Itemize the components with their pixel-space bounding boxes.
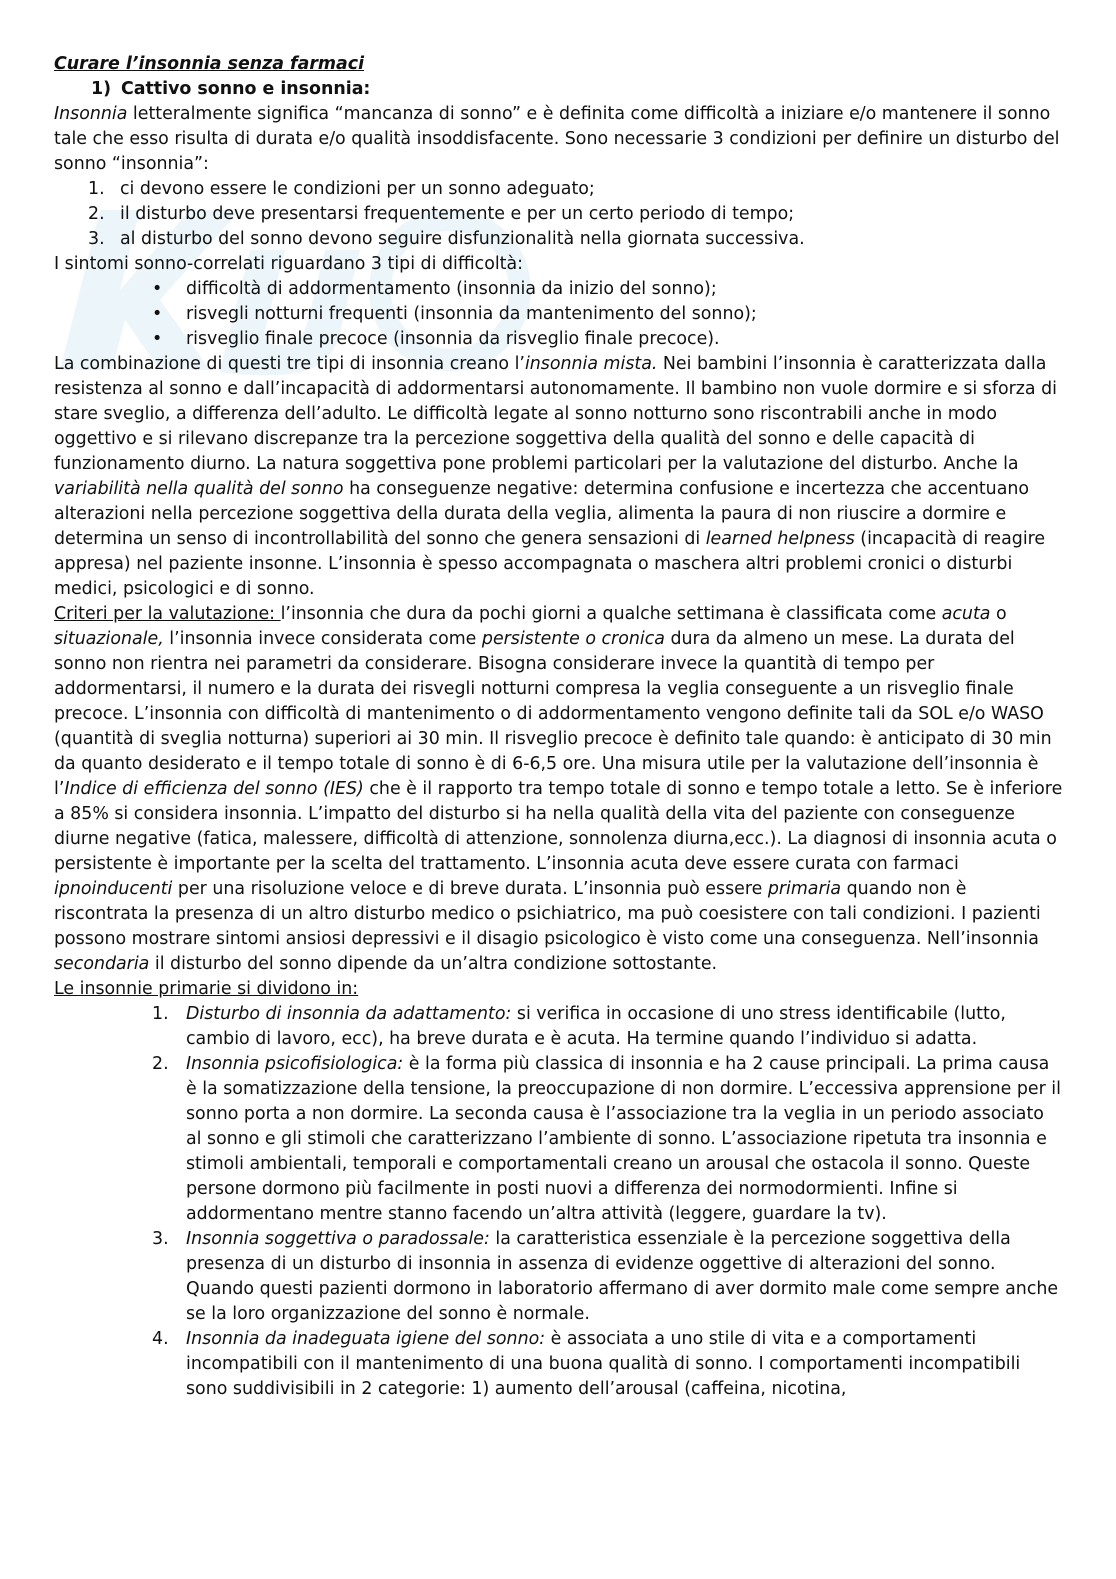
text-run: che è il rapporto tra tempo totale di sonno e tempo totale a letto. Se è inferiore a 85% si considera insonnia. L’impatto del disturbo si ha nella qualità della vita del paziente con conseguenze diurne negative (fatica, malessere, difficoltà di attenzione, sonnolenza diurna,ecc.). La diagnosi di insonnia acuta o persistente è importante per la scelta del trattamento. L’insonnia acuta deve essere curata con farmaci: [54, 779, 1063, 874]
type-name: Insonnia da inadeguata igiene del sonno:: [186, 1329, 546, 1349]
list-item-text: è la forma più classica di insonnia e ha 2 cause principali. La prima causa è la somatizzazione della tensione, la preoccupazione di non dormire. L’eccessiva apprensione per il sonno porta a non dormire. La seconda causa è l’associazione tra la veglia in un periodo associato al sonno e gli stimoli che caratterizzano l’ambiente di sonno. L’associazione ripetuta tra insonnia e stimoli ambientali, temporali e comportamentali creano un arousal che ostacola il sonno. Queste persone dormono più facilmente in posti nuovi a differenza dei normodormienti. Infine si addormentano mentre stanno facendo un’altra attività (leggere, guardare la tv).: [186, 1054, 1061, 1224]
type-name: Disturbo di insonnia da adattamento:: [186, 1004, 512, 1024]
list-item-text: è associata a uno stile di vita e a comportamenti incompatibili con il mantenimento di una buona qualità di sonno. I comportamenti incompatibili sono suddivisibili in 2 categorie: 1) aumento dell’arousal (caffeina, nicotina,: [186, 1329, 1021, 1399]
list-item: [54, 177, 1064, 202]
list-item-number: 2.: [152, 1054, 169, 1074]
text-run: quando non è riscontrata la presenza di un altro disturbo medico o psichiatrico, ma può coesistere con tali condizioni. I pazienti possono mostrare sintomi ansiosi depressivi e il disagio psicologico è visto come una conseguenza. Nell’insonnia: [54, 879, 1041, 949]
text-run: il disturbo del sonno dipende da un’altra condizione sottostante.: [149, 954, 718, 974]
list-item: [54, 1002, 1064, 1052]
list-item: [54, 1052, 1064, 1227]
type-name: Insonnia soggettiva o paradossale:: [186, 1229, 490, 1249]
italic-term: primaria: [767, 879, 842, 899]
intro-term: Insonnia: [54, 104, 128, 124]
italic-term: acuta: [941, 604, 991, 624]
italic-term: variabilità nella qualità del sonno: [54, 479, 344, 499]
list-item: [54, 277, 1064, 302]
bullet-icon: •: [152, 304, 163, 324]
list-item-number: 3.: [88, 229, 105, 249]
criteria-heading: Criteri per la valutazione:: [54, 604, 281, 624]
list-item-number: 1.: [152, 1004, 169, 1024]
text-run: ha conseguenze negative: determina confusione e incertezza che accentuano alterazioni nella percezione soggettiva della durata della veglia, alimenta la paura di non riuscire a dormire e determina un senso di incontrollabilità del sonno che genera sensazioni di: [54, 479, 1030, 549]
list-item: [54, 327, 1064, 352]
italic-term: learned helpness: [705, 529, 855, 549]
section-heading: [54, 77, 1064, 102]
text-run: La combinazione di questi tre tipi di insonnia creano l’: [54, 354, 525, 374]
criteria-paragraph: [54, 602, 1064, 977]
symptoms-intro: I sintomi sonno-correlati riguardano 3 tipi di difficoltà:: [54, 254, 524, 274]
text-run: dura da almeno un mese. La durata del sonno non rientra nei parametri da considerare. Bisogna considerare invece la quantità di tempo per addormentarsi, il numero e la durata dei risvegli notturni compresa la veglia conseguente a un risveglio finale precoce. L’insonnia con difficoltà di mantenimento o di addormentamento vengono definite tali da SOL e/o WASO (quantità di sveglia notturna) superiori ai 30 min. Il risveglio precoce è definito tale quando: è anticipato di 30 min da quanto desiderato e il tempo totale di sonno è di 6-6,5 ore. Una misura utile per la valutazione dell’insonnia è l’: [54, 629, 1052, 799]
document-title: Curare l’insonnia senza farmaci: [54, 54, 365, 74]
mixed-insomnia-paragraph: [54, 352, 1064, 602]
section-title: Cattivo sonno e insonnia:: [121, 79, 371, 99]
italic-term: secondaria: [54, 954, 150, 974]
list-item: [54, 1227, 1064, 1327]
list-item-text: si verifica in occasione di uno stress identificabile (lutto, cambio di lavoro, ecc), ha breve durata e è acuta. Ha termine quando l’individuo si adatta.: [186, 1004, 1006, 1049]
list-item: [54, 302, 1064, 327]
list-item-text: ci devono essere le condizioni per un sonno adeguato;: [120, 179, 595, 199]
symptoms-list: [54, 277, 1064, 352]
primary-types-list: [54, 1002, 1064, 1402]
italic-term: situazionale,: [54, 629, 164, 649]
bullet-icon: •: [152, 279, 163, 299]
list-item: [54, 1327, 1064, 1402]
italic-term: insonnia mista.: [524, 354, 658, 374]
italic-term: persistente o cronica: [481, 629, 665, 649]
italic-term: Indice di efficienza del sonno (IES): [64, 779, 364, 799]
list-item-text: difficoltà di addormentamento (insonnia da inizio del sonno);: [186, 279, 717, 299]
list-item: [54, 227, 1064, 252]
list-item-text: al disturbo del sonno devono seguire disfunzionalità nella giornata successiva.: [120, 229, 805, 249]
text-run: (incapacità di reagire appresa) nel paziente insonne. L’insonnia è spesso accompagnata o maschera altri problemi cronici o disturbi medici, psicologici e di sonno.: [54, 529, 1046, 599]
list-item-number: 4.: [152, 1329, 169, 1349]
section-number: 1): [91, 79, 112, 99]
conditions-list: [54, 177, 1064, 252]
list-item-text: risveglio finale precoce (insonnia da risveglio finale precoce).: [186, 329, 720, 349]
text-run: l’insonnia che dura da pochi giorni a qualche settimana è classificata come: [280, 604, 942, 624]
bullet-icon: •: [152, 329, 163, 349]
text-run: per una risoluzione veloce e di breve durata. L’insonnia può essere: [172, 879, 768, 899]
list-item: [54, 202, 1064, 227]
document-page: [54, 52, 1064, 1402]
list-item-text: la caratteristica essenziale è la percezione soggettiva della presenza di un disturbo di insonnia in assenza di evidenze oggettive di alterazioni del sonno. Quando questi pazienti dormono in laboratorio affermano di aver dormito male come sempre anche se la loro organizzazione del sonno è normale.: [186, 1229, 1059, 1324]
type-name: Insonnia psicofisiologica:: [186, 1054, 404, 1074]
list-item-number: 3.: [152, 1229, 169, 1249]
intro-text: letteralmente significa “mancanza di sonno” e è definita come difficoltà a iniziare e/o mantenere il sonno tale che esso risulta di durata e/o qualità insoddisfacente. Sono necessarie 3 condizioni per definire un disturbo del sonno “insonnia”:: [54, 104, 1060, 174]
primary-types-heading: Le insonnie primarie si dividono in:: [54, 979, 359, 999]
list-item-text: il disturbo deve presentarsi frequentemente e per un certo periodo di tempo;: [120, 204, 795, 224]
list-item-number: 1.: [88, 179, 105, 199]
text-run: Nei bambini l’insonnia è caratterizzata dalla resistenza al sonno e dall’incapacità di addormentarsi autonomamente. Il bambino non vuole dormire e si sforza di stare sveglio, a differenza dell’adulto. Le difficoltà legate al sonno notturno sono riscontrabili anche in modo oggettivo e si rilevano discrepanze tra la percezione soggettiva della qualità del sonno e delle capacità di funzionamento diurno. La natura soggettiva pone problemi particolari per la valutazione del disturbo. Anche la: [54, 354, 1057, 474]
list-item-number: 2.: [88, 204, 105, 224]
italic-term: ipnoinducenti: [54, 879, 173, 899]
text-run: l’insonnia invece considerata come: [163, 629, 482, 649]
list-item-text: risvegli notturni frequenti (insonnia da mantenimento del sonno);: [186, 304, 757, 324]
text-run: o: [990, 604, 1007, 624]
intro-paragraph: [54, 102, 1064, 177]
